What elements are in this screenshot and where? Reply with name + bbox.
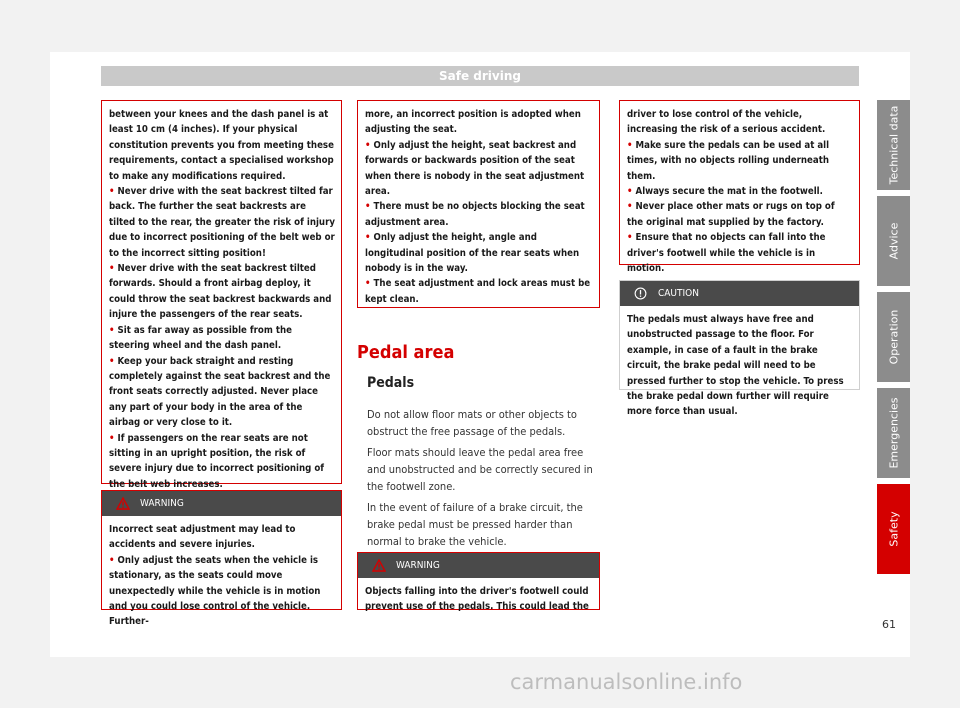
continued-warning-box — [619, 100, 860, 275]
box-intro: more, an incorrect position is adopted when adjusting the seat. — [365, 109, 581, 136]
tab-emergencies[interactable]: Emergencies — [877, 388, 910, 478]
info-circle-icon — [634, 287, 647, 300]
list-item: • Only adjust the height, seat backrest and forwards or backwards position of the seat when there is nobody in the seat adjustment area. — [365, 139, 585, 198]
list-item: • There must be no objects blocking the seat adjustment area. — [365, 201, 585, 228]
list-item: • Make sure the pedals can be used at all times, with no objects rolling underneath them. — [627, 139, 830, 182]
caution-title: CAUTION — [658, 288, 699, 299]
list-item: • Only adjust the seats when the vehicle is stationary, as the seats could move unexpectedly while the vehicle is in motion and you could lose control of the vehicle. Further- — [109, 554, 321, 628]
body-text — [367, 406, 601, 554]
caution-header — [620, 281, 859, 306]
warning-text: Objects falling into the driver's footwell could prevent use of the pedals. This could lead the — [365, 586, 589, 613]
list-item: • If passengers on the rear seats are not sitting in an upright position, the risk of severe injury due to incorrect positioning of the belt web increases. — [109, 432, 325, 490]
warning-header — [102, 491, 341, 516]
page-header: Safe driving — [101, 66, 859, 86]
watermark: carmanualsonline.info — [510, 670, 743, 694]
warning-title: WARNING — [140, 498, 184, 509]
continued-warning-box — [101, 100, 342, 490]
caution-text: The pedals must always have free and unobstructed passage to the floor. For example, in case of a fault in the brake circuit, the brake pedal will need to be pressed further to stop the vehicle. To press the brake pedal down further will require more force than usual. — [627, 314, 844, 418]
section-title: Pedal area — [357, 342, 455, 363]
section-subtitle: Pedals — [367, 375, 415, 391]
paragraph: In the event of failure of a brake circuit, the brake pedal must be pressed harder than normal to brake the vehicle. — [367, 501, 583, 548]
list-item: • Ensure that no objects can fall into the driver's footwell while the vehicle is in motion. — [627, 232, 826, 275]
tab-operation[interactable]: Operation — [877, 292, 910, 382]
tab-advice[interactable]: Advice — [877, 196, 910, 286]
warning-header — [358, 553, 599, 578]
list-item: • Never drive with the seat backrest tilted forwards. Should a front airbag deploy, it could throw the seat backrest backwards and injure the passengers of the rear seats. — [109, 263, 332, 321]
list-item: • Keep your back straight and resting completely against the seat backrest and the front seats correctly adjusted. Never place any part of your body in the area of the airbag or very close to it. — [109, 355, 331, 429]
tab-technical-data[interactable]: Technical data — [877, 100, 910, 190]
paragraph: Floor mats should leave the pedal area free and unobstructed and be correctly secured in the footwell zone. — [367, 446, 593, 493]
caution-box — [619, 280, 860, 418]
side-tabs — [877, 100, 910, 580]
list-item: • The seat adjustment and lock areas must be kept clean. — [365, 278, 591, 305]
paragraph: Do not allow floor mats or other objects to obstruct the free passage of the pedals. — [367, 408, 577, 438]
warning-triangle-icon — [372, 559, 386, 572]
warning-box — [357, 552, 600, 613]
page-number: 61 — [882, 618, 896, 631]
list-item: • Never drive with the seat backrest tilted far back. The further the seat backrests are tilted to the rear, the greater the risk of injury due to incorrect positioning of the belt web or to the incorrect sitting position! — [109, 186, 335, 259]
warning-box — [101, 490, 342, 628]
list-item: • Only adjust the height, angle and longitudinal position of the rear seats when nobody is in the way. — [365, 232, 580, 275]
warning-intro: Incorrect seat adjustment may lead to accidents and severe injuries. — [109, 524, 296, 551]
list-item: • Sit as far away as possible from the steering wheel and the dash panel. — [109, 324, 292, 352]
continued-warning-box — [357, 100, 600, 308]
box-intro: driver to lose control of the vehicle, increasing the risk of a serious accident. — [627, 109, 826, 136]
list-item: • Always secure the mat in the footwell. — [627, 186, 823, 198]
warning-triangle-icon — [116, 497, 130, 510]
tab-safety[interactable]: Safety — [877, 484, 910, 574]
warning-title: WARNING — [396, 560, 440, 571]
box-intro: between your knees and the dash panel is at least 10 cm (4 inches). If your physical constitution prevents you from meeting these requirements, contact a specialised workshop to make any modifications required. — [109, 109, 334, 182]
list-item: • Never place other mats or rugs on top of the original mat supplied by the factory. — [627, 201, 835, 228]
